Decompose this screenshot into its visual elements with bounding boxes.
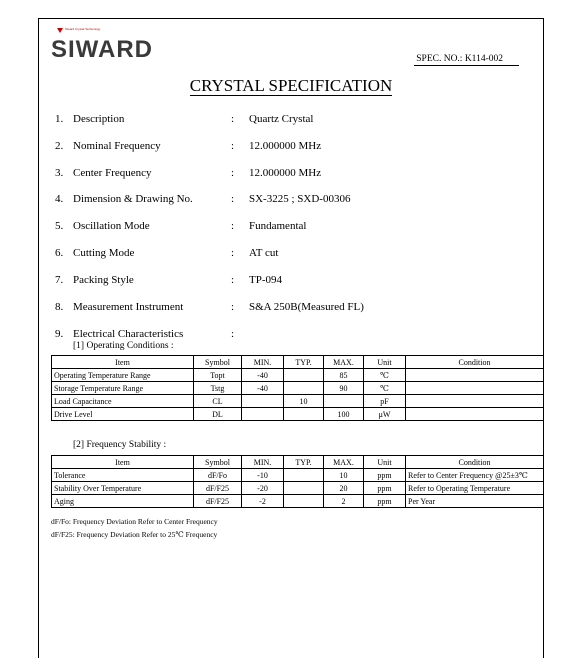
footnote-dfo: dF/Fo: Frequency Deviation Refer to Center Frequency [51, 517, 218, 526]
header-cell: Unit [364, 356, 406, 369]
operating-conditions-heading: [1] Operating Conditions : [73, 341, 174, 351]
cell-min: -2 [242, 495, 284, 508]
cell-symbol: dF/F25 [194, 495, 242, 508]
cell-condition [406, 395, 544, 408]
cell-max: 20 [324, 482, 364, 495]
item-label: Cutting Mode [73, 247, 135, 259]
cell-min: -40 [242, 382, 284, 395]
table-row [52, 482, 544, 495]
cell-typ: 10 [284, 395, 324, 408]
cell-symbol: Tstg [194, 382, 242, 395]
item-colon: : [231, 193, 235, 205]
cell-min: -10 [242, 469, 284, 482]
item-label: Dimension & Drawing No. [73, 193, 193, 205]
item-value: AT cut [249, 247, 279, 259]
header-cell: MAX. [324, 456, 364, 469]
table-header-row [52, 356, 544, 369]
item-value: 12.000000 MHz [249, 167, 322, 179]
header-cell: Item [52, 456, 194, 469]
item-label: Packing Style [73, 274, 134, 286]
header-cell: MIN. [242, 356, 284, 369]
item-value: TP-094 [249, 274, 282, 286]
item-num: 2. [55, 140, 64, 152]
cell-max: 10 [324, 469, 364, 482]
item-colon: : [231, 113, 235, 125]
siward-logo [51, 27, 161, 67]
title-text: CRYSTAL SPECIFICATION [189, 76, 393, 95]
cell-symbol: CL [194, 395, 242, 408]
header-cell: Unit [364, 456, 406, 469]
cell-max: 85 [324, 369, 364, 382]
cell-unit: μW [364, 408, 406, 421]
item-num: 6. [55, 247, 64, 259]
spec-sheet-page [38, 18, 544, 658]
cell-condition: Refer to Center Frequency @25±3℃ [406, 469, 544, 482]
cell-item: Storage Temperature Range [52, 382, 194, 395]
table-row [52, 369, 544, 382]
cell-symbol: Topt [194, 369, 242, 382]
header-cell: MIN. [242, 456, 284, 469]
table-header-row [52, 456, 544, 469]
item-colon: : [231, 167, 235, 179]
item-value: SX-3225 ; SXD-00306 [249, 193, 351, 205]
cell-unit: ppm [364, 469, 406, 482]
header-cell: Condition [406, 356, 544, 369]
header-cell: MAX. [324, 356, 364, 369]
logo-text: SIWARD [51, 36, 153, 63]
cell-max: 100 [324, 408, 364, 421]
item-label: Description [73, 113, 125, 125]
item-num: 1. [55, 113, 64, 125]
item-colon: : [231, 301, 235, 313]
cell-min [242, 408, 284, 421]
item-value: 12.000000 MHz [249, 140, 322, 152]
header-cell: TYP. [284, 456, 324, 469]
logo-tagline: Siward Crystal Technology [65, 27, 101, 31]
cell-unit: ppm [364, 482, 406, 495]
item-num: 3. [55, 167, 64, 179]
logo-triangle-icon [57, 28, 63, 33]
item-colon: : [231, 274, 235, 286]
header-cell: Item [52, 356, 194, 369]
cell-symbol: dF/Fo [194, 469, 242, 482]
cell-min [242, 395, 284, 408]
cell-item: Tolerance [52, 469, 194, 482]
cell-typ [284, 382, 324, 395]
frequency-stability-table [51, 455, 544, 508]
cell-item: Load Capacitance [52, 395, 194, 408]
spec-number: SPEC. NO.: K114-002 [414, 54, 519, 66]
cell-max: 90 [324, 382, 364, 395]
item-colon: : [231, 328, 235, 340]
cell-condition [406, 408, 544, 421]
table-row [52, 382, 544, 395]
item-num: 9. [55, 328, 64, 340]
item-value: Fundamental [249, 220, 307, 232]
table-row [52, 495, 544, 508]
cell-typ [284, 469, 324, 482]
item-label: Oscillation Mode [73, 220, 150, 232]
cell-typ [284, 408, 324, 421]
table-row [52, 395, 544, 408]
cell-condition [406, 382, 544, 395]
item-label: Center Frequency [73, 167, 152, 179]
cell-item: Operating Temperature Range [52, 369, 194, 382]
item-num: 5. [55, 220, 64, 232]
cell-typ [284, 482, 324, 495]
page-title [39, 76, 543, 96]
cell-symbol: DL [194, 408, 242, 421]
cell-condition [406, 369, 544, 382]
cell-unit: pF [364, 395, 406, 408]
cell-item: Stability Over Temperature [52, 482, 194, 495]
cell-condition: Refer to Operating Temperature [406, 482, 544, 495]
table-row [52, 408, 544, 421]
header-cell: Condition [406, 456, 544, 469]
item-value: Quartz Crystal [249, 113, 314, 125]
item-colon: : [231, 140, 235, 152]
cell-typ [284, 495, 324, 508]
cell-max [324, 395, 364, 408]
cell-symbol: dF/F25 [194, 482, 242, 495]
item-num: 7. [55, 274, 64, 286]
cell-min: -40 [242, 369, 284, 382]
item-num: 8. [55, 301, 64, 313]
cell-unit: ppm [364, 495, 406, 508]
cell-item: Aging [52, 495, 194, 508]
item-num: 4. [55, 193, 64, 205]
header-cell: TYP. [284, 356, 324, 369]
header-cell: Symbol [194, 456, 242, 469]
cell-min: -20 [242, 482, 284, 495]
item-label: Electrical Characteristics [73, 328, 184, 340]
cell-condition: Per Year [406, 495, 544, 508]
item-label: Nominal Frequency [73, 140, 161, 152]
cell-unit: ℃ [364, 369, 406, 382]
header-cell: Symbol [194, 356, 242, 369]
operating-conditions-table [51, 355, 544, 421]
item-value: S&A 250B(Measured FL) [249, 301, 364, 313]
frequency-stability-heading: [2] Frequency Stability : [73, 440, 167, 450]
table-row [52, 469, 544, 482]
item-colon: : [231, 220, 235, 232]
cell-item: Drive Level [52, 408, 194, 421]
item-colon: : [231, 247, 235, 259]
footnote-df25: dF/F25: Frequency Deviation Refer to 25℃ Frequency [51, 530, 218, 539]
cell-typ [284, 369, 324, 382]
item-label: Measurement Instrument [73, 301, 184, 313]
cell-max: 2 [324, 495, 364, 508]
cell-unit: ℃ [364, 382, 406, 395]
